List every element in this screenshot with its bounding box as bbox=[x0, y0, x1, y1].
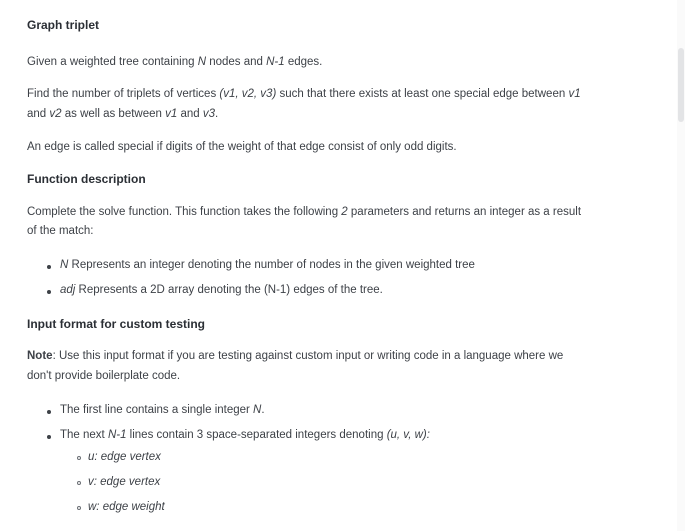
input-line-1-item: The first line contains a single integer N. bbox=[47, 404, 265, 416]
bullet-icon bbox=[47, 265, 51, 269]
circle-bullet-icon bbox=[77, 481, 81, 485]
note-line-2: don't provide boilerplate code. bbox=[27, 370, 181, 382]
intro-paragraph-2-line-1: Find the number of triplets of vertices (v1, v2, v3) such that there exists at least one special edge between v1 bbox=[27, 88, 581, 100]
scrollbar-thumb[interactable] bbox=[678, 48, 684, 122]
sub-item-u: u: edge vertex bbox=[77, 451, 161, 463]
intro-paragraph-3: An edge is called special if digits of the weight of that edge consist of only odd digits. bbox=[27, 141, 457, 153]
circle-bullet-icon bbox=[77, 456, 81, 460]
note-line-1: Note: Use this input format if you are testing against custom input or writing code in a language where we bbox=[27, 350, 564, 362]
function-description-heading: Function description bbox=[27, 172, 146, 186]
bullet-icon bbox=[47, 410, 51, 414]
circle-bullet-icon bbox=[77, 506, 81, 510]
function-description-line-2: of the match: bbox=[27, 225, 94, 237]
param-item-n: N Represents an integer denoting the number of nodes in the given weighted tree bbox=[47, 259, 475, 271]
intro-paragraph-1: Given a weighted tree containing N nodes and N-1 edges. bbox=[27, 56, 323, 68]
intro-paragraph-2-line-2: and v2 as well as between v1 and v3. bbox=[27, 108, 219, 120]
param-item-adj: adj Represents a 2D array denoting the (N-1) edges of the tree. bbox=[47, 284, 383, 296]
function-description-line-1: Complete the solve function. This function takes the following 2 parameters and returns an integer as a result bbox=[27, 206, 582, 218]
sub-item-v: v: edge vertex bbox=[77, 476, 160, 488]
input-format-heading: Input format for custom testing bbox=[27, 317, 205, 331]
bullet-icon bbox=[47, 435, 51, 439]
input-line-2-item: The next N-1 lines contain 3 space-separated integers denoting (u, v, w): bbox=[47, 429, 430, 441]
sub-item-w: w: edge weight bbox=[77, 501, 165, 513]
page-title: Graph triplet bbox=[27, 18, 100, 32]
bullet-icon bbox=[47, 290, 51, 294]
scrollbar[interactable] bbox=[677, 0, 685, 531]
